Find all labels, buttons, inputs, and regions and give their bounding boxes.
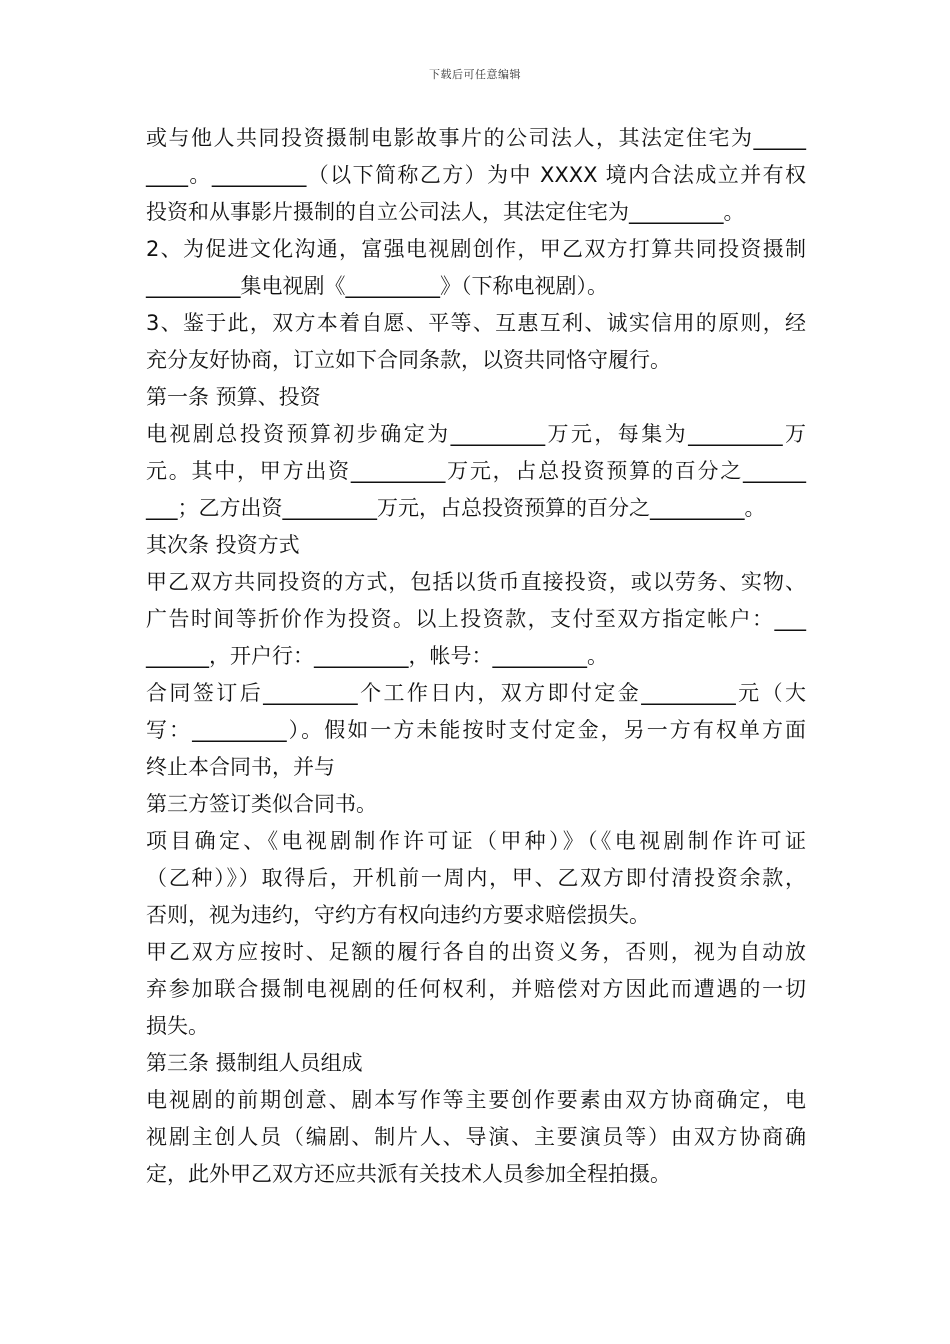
text-line: 广告时间等折价作为投资。以上投资款，支付至双方指定帐户：___ xyxy=(146,607,806,631)
text-line: 项目确定、《电视剧制作许可证（甲种）》（《电视剧制作许可证 xyxy=(146,829,806,853)
text-line: 电视剧的前期创意、剧本写作等主要创作要素由双方协商确定，电 xyxy=(146,1088,806,1112)
text-line: 第三方签订类似合同书。 xyxy=(146,792,377,816)
text-line: 视剧主创人员（编剧、制片人、导演、主要演员等）由双方协商确 xyxy=(146,1125,806,1149)
text-line: 终止本合同书，并与 xyxy=(146,755,335,779)
text-line: 合同签订后_________个工作日内，双方即付定金_________元（大 xyxy=(146,681,806,705)
page-header: 下载后可任意编辑 xyxy=(429,68,521,81)
section-heading: 第一条 预算、投资 xyxy=(146,385,321,409)
text-line: 损失。 xyxy=(146,1014,209,1038)
text-line: 弃参加联合摄制电视剧的任何权利，并赔偿对方因此而遭遇的一切 xyxy=(146,977,806,1001)
text-line: 否则，视为违约，守约方有权向违约方要求赔偿损失。 xyxy=(146,903,650,927)
text-line: ___；乙方出资_________万元，占总投资预算的百分之_________。 xyxy=(146,496,766,520)
section-heading: 第三条 摄制组人员组成 xyxy=(146,1051,363,1075)
text-line: （乙种）》）取得后，开机前一周内，甲、乙双方即付清投资余款， xyxy=(146,866,806,890)
text-line: 投资和从事影片摄制的自立公司法人，其法定住宅为_________。 xyxy=(146,200,745,224)
text-line: 电视剧总投资预算初步确定为_________万元，每集为_________万 xyxy=(146,422,806,446)
text-line: 甲乙双方共同投资的方式，包括以货币直接投资，或以劳务、实物、 xyxy=(146,570,806,594)
text-line: 定，此外甲乙双方还应共派有关技术人员参加全程拍摄。 xyxy=(146,1162,671,1186)
text-line: ______，开户行：_________，帐号：_________。 xyxy=(146,644,608,668)
text-line: 元。其中，甲方出资_________万元，占总投资预算的百分之______ xyxy=(146,459,806,483)
text-line: ____。_________（以下简称乙方）为中 XXXX 境内合法成立并有权 xyxy=(146,163,806,187)
section-heading: 其次条 投资方式 xyxy=(146,533,300,557)
text-line: 或与他人共同投资摄制电影故事片的公司法人，其法定住宅为_____ xyxy=(146,126,806,150)
text-line: 写：_________）。假如一方未能按时支付定金，另一方有权单方面 xyxy=(146,718,806,742)
text-line: 甲乙双方应按时、足额的履行各自的出资义务，否则，视为自动放 xyxy=(146,940,806,964)
document-body xyxy=(146,120,806,1193)
text-line: _________集电视剧《_________》（下称电视剧）。 xyxy=(146,274,608,298)
text-line: 2、为促进文化沟通，富强电视剧创作，甲乙双方打算共同投资摄制 xyxy=(146,237,806,261)
text-line: 充分友好协商，订立如下合同条款，以资共同恪守履行。 xyxy=(146,348,671,372)
text-line: 3、鉴于此，双方本着自愿、平等、互惠互利、诚实信用的原则，经 xyxy=(146,311,806,335)
